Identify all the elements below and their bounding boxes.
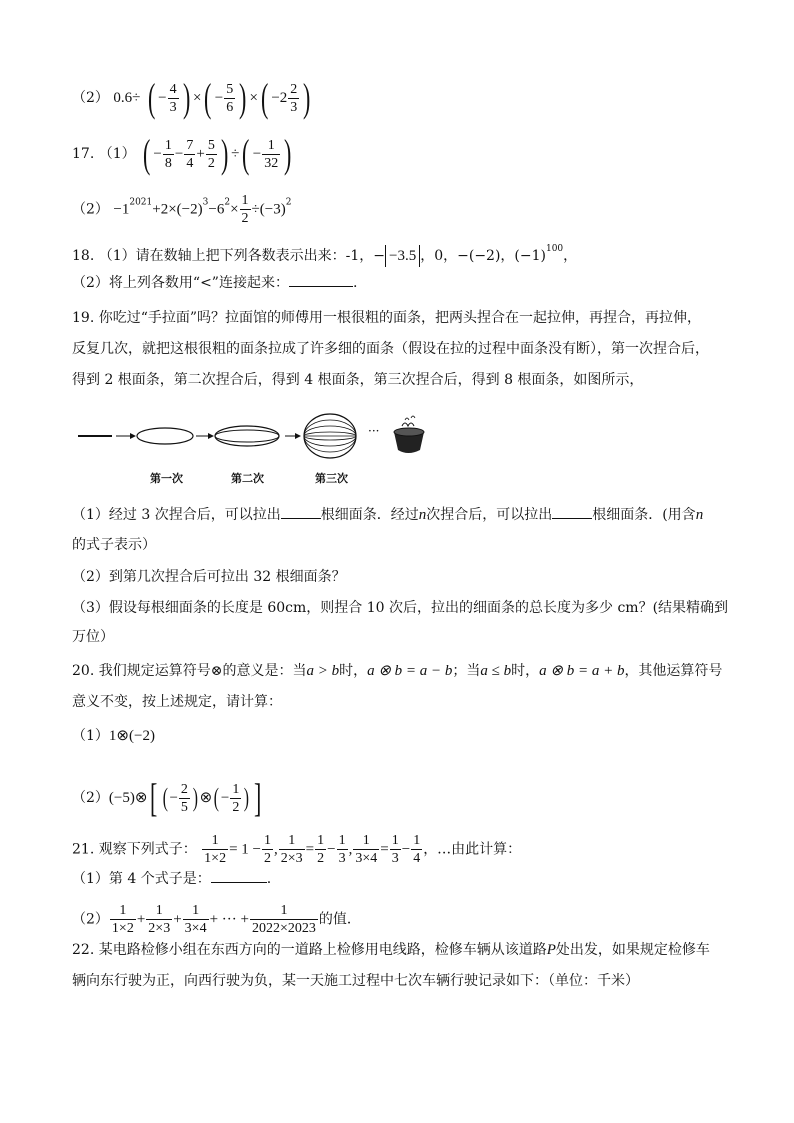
q18-part2: （2）将上列各数用“<”连接起来： . bbox=[72, 275, 358, 291]
q21-sub2: （2） $\frac{1}{1\times 2}$ + $\frac{1}{2\times 3}$ + $\frac{1}{3\times 4}$ + ··· + $\frac{1}{2022\times 2023}$ 的值． bbox=[72, 903, 361, 936]
q18-part1: 18. （1）请在数轴上把下列各数表示出来：-1，− −3.5 ，0，−(−2)，$(-1)^{100}$， bbox=[72, 239, 577, 267]
q16-frac-1: $\frac{4}{3}$ bbox=[169, 81, 177, 115]
q18-abs-value: −3.5 bbox=[385, 245, 420, 267]
q19-sub3-cont: 万位） bbox=[72, 629, 114, 645]
q21-number: 21. bbox=[72, 841, 95, 858]
q20-number: 20. bbox=[72, 663, 95, 679]
q19-text-2: 反复几次，就把这根很粗的面条拉成了许多细的面条（假设在拉的过程中面条没有断），第一次捏合后， bbox=[72, 341, 709, 357]
q17-frac-4: $\frac{1}{32}$ bbox=[264, 137, 279, 171]
q17-part1-label: （1） bbox=[98, 146, 136, 162]
q20-frac-2: $\frac{1}{2}$ bbox=[232, 781, 240, 815]
q20-text-1: 20. 我们规定运算符号⊗的意义是：当a > b时，a ⊗ b = a − b；当a ≤ b时，a ⊗ b = a + b，其他运算符号 bbox=[72, 663, 723, 679]
q17-frac-5: $\frac{1}{2}$ bbox=[241, 193, 249, 226]
fig-dots: ··· bbox=[368, 424, 380, 438]
q20-text-2: 意义不变，按上述规定，请计算： bbox=[72, 694, 282, 710]
q18-number: 18. bbox=[72, 248, 95, 264]
q22-text-1: 22. 某电路检修小组在东西方向的一道路上检修用电线路，检修车辆从该道路P处出发，如果规定检修车 bbox=[72, 942, 710, 958]
q16-part2-label: （2） bbox=[72, 90, 109, 106]
q19-number: 19. bbox=[72, 310, 95, 326]
q17-part1: 17. （1） ( − $\frac{1}{8}$ − $\frac{7}{4}$ + $\frac{5}{2}$ ) ÷( − $\frac{1}{32}$ ) bbox=[72, 131, 292, 176]
q21-sub1: （1）第 4 个式子是： . bbox=[72, 871, 272, 887]
q17-part2: $(2) -1^{2021}+2\times(-2)^3-6^2\times$ $\frac{1}{2}$ $\div(-3)^2$ bbox=[72, 193, 292, 226]
q16-frac-2: $\frac{5}{6}$ bbox=[226, 81, 234, 115]
q19-sub2: （2）到第几次捏合后可拉出 32 根细面条？ bbox=[72, 569, 346, 585]
q16-part2: （2） 0.6÷ ( − $\frac{4}{3}$ ) ×( − $\frac{5}{6}$ ) ×( −2 $\frac{2}{3}$ ) bbox=[72, 75, 311, 120]
fig-label-1: 第一次 bbox=[150, 472, 183, 485]
q20-part1: （1）1⊗(−2) bbox=[72, 728, 155, 744]
q17-frac-2: $\frac{7}{4}$ bbox=[186, 137, 194, 171]
q21-text-1: 21. 观察下列式子： $\frac{1}{1\times 2}$ = 1 − $\frac{1}{2}$ , $\frac{1}{2\times 3}$ = $\frac{1}{2}$ − $\frac{1}{3}$ , $\frac{1}{3\times 4}$ = $\frac{1}{3}$ − $\frac{1}{4}$ ，…由此计算： bbox=[72, 833, 522, 866]
q19-sub1: （1）经过 3 次捏合后，可以拉出 根细面条．经过n次捏合后，可以拉出 根细面条．(用含n bbox=[72, 507, 704, 523]
q20-frac-1: $\frac{2}{5}$ bbox=[180, 781, 188, 815]
q17-frac-1: $\frac{1}{8}$ bbox=[164, 137, 172, 171]
q16-frac-3: $\frac{2}{3}$ bbox=[290, 81, 298, 115]
q19-sub3: （3）假设每根细面条的长度是 60cm，则捏合 10 次后，拉出的细面条的总长度为多少 cm？(结果精确到 bbox=[72, 600, 729, 616]
q20-part2: （2）(−5)⊗[ ( − $\frac{2}{5}$ ) ⊗( − $\frac{1}{2}$ ) ] bbox=[72, 775, 262, 820]
noodle-figure bbox=[72, 406, 452, 490]
q21-answer-blank[interactable] bbox=[211, 882, 267, 883]
q17-number: 17. bbox=[72, 146, 95, 162]
fig-label-3: 第三次 bbox=[315, 472, 348, 485]
q22-number: 22. bbox=[72, 942, 95, 958]
fig-label-2: 第二次 bbox=[231, 472, 264, 485]
q19-blank-1[interactable] bbox=[281, 518, 321, 519]
q16-mixed-whole: −2 bbox=[271, 90, 288, 106]
q18-answer-blank[interactable] bbox=[289, 286, 353, 287]
q19-text-1: 19. 你吃过“手拉面”吗？拉面馆的师傅用一根很粗的面条，把两头捏合在一起拉伸，再捏合，再拉伸， bbox=[72, 310, 702, 326]
q19-blank-2[interactable] bbox=[552, 518, 592, 519]
q17-frac-3: $\frac{5}{2}$ bbox=[207, 137, 215, 171]
q16-term-a: 0.6÷ bbox=[113, 90, 141, 106]
q22-text-2: 辆向东行驶为正，向西行驶为负，某一天施工过程中七次车辆行驶记录如下：（单位：千米） bbox=[72, 973, 639, 989]
q19-sub1-cont: 的式子表示） bbox=[72, 537, 156, 553]
q19-text-3: 得到 2 根面条，第二次捏合后，得到 4 根面条，第三次捏合后，得到 8 根面条，如图所示， bbox=[72, 372, 644, 388]
q17-part2-label: （2） bbox=[72, 201, 109, 218]
